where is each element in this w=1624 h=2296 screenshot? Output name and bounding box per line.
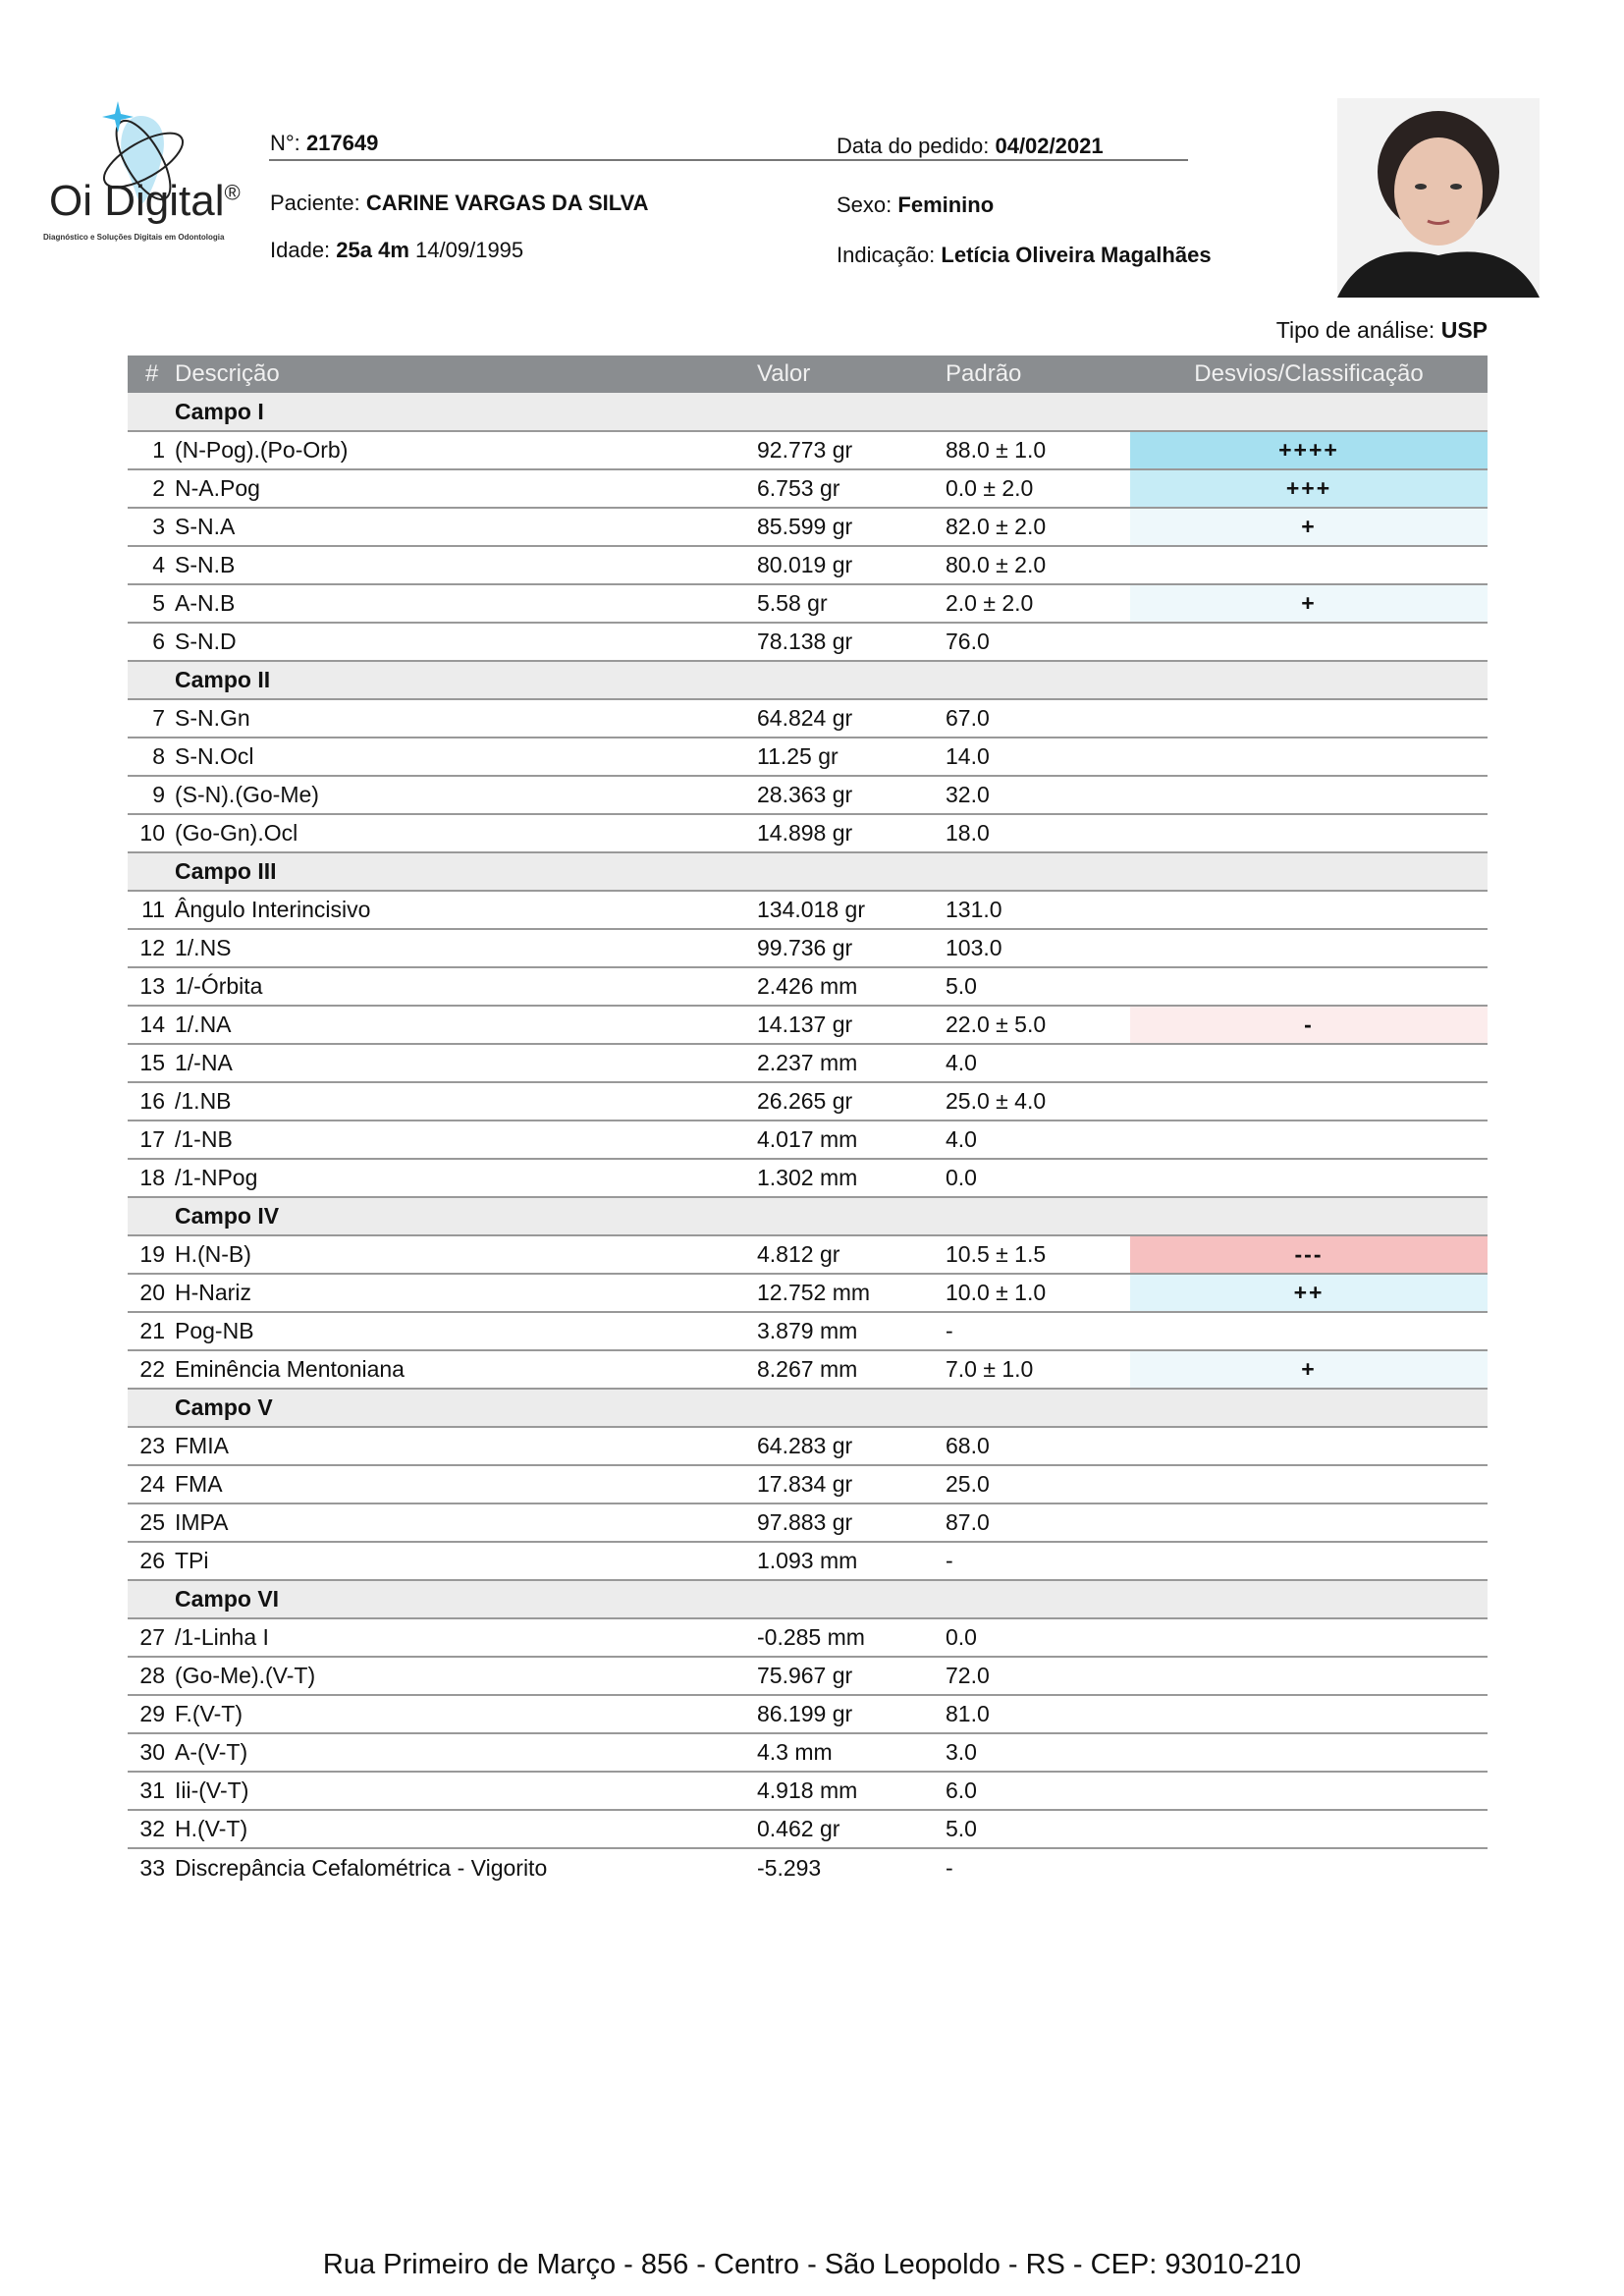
row-description: S-N.B: [175, 546, 757, 584]
row-standard: 76.0: [946, 623, 1130, 661]
row-description: Pog-NB: [175, 1312, 757, 1350]
section-spacer: [128, 852, 175, 891]
row-standard: 5.0: [946, 1810, 1130, 1848]
row-classification: [1130, 1542, 1488, 1580]
cephalometric-table: [128, 355, 1488, 1886]
row-standard: -: [946, 1542, 1130, 1580]
table-row: [128, 431, 1488, 469]
row-value: -5.293: [757, 1854, 822, 1881]
row-description: H-Nariz: [175, 1274, 757, 1312]
row-classification: [1130, 929, 1488, 967]
row-classification: [1130, 738, 1488, 776]
table-row: [128, 1427, 1488, 1465]
analysis-type: Tipo de análise: USP: [1275, 317, 1488, 343]
row-value: 4.812 gr: [757, 1235, 946, 1274]
table-row: [128, 1159, 1488, 1197]
row-standard: 103.0: [946, 929, 1130, 967]
row-description: TPi: [175, 1542, 757, 1580]
row-value: 12.752 mm: [757, 1274, 946, 1312]
section-title: Campo IV: [175, 1197, 1488, 1235]
row-description: S-N.D: [175, 623, 757, 661]
table-row: [128, 1848, 1488, 1886]
row-value: 1.093 mm: [757, 1542, 946, 1580]
table-row: [128, 1810, 1488, 1848]
row-value: 64.824 gr: [757, 699, 946, 738]
row-number: 18: [128, 1159, 175, 1197]
row-description: S-N.Ocl: [175, 738, 757, 776]
col-standard: Padrão: [946, 355, 1130, 393]
row-classification: ---: [1130, 1235, 1488, 1274]
table-header: [128, 355, 1488, 393]
row-classification: [1130, 1503, 1488, 1542]
row-number: 19: [128, 1235, 175, 1274]
logo-text: Oi Digital®: [49, 177, 241, 225]
table-row: [128, 1082, 1488, 1121]
row-standard: 81.0: [946, 1695, 1130, 1733]
table-row: [128, 929, 1488, 967]
row-classification: [1130, 1312, 1488, 1350]
row-classification: ++: [1130, 1274, 1488, 1312]
order-number: N°: 217649: [270, 131, 379, 155]
table-row: [128, 1503, 1488, 1542]
table-row: [128, 891, 1488, 929]
row-value: 75.967 gr: [757, 1657, 946, 1695]
row-number: 3: [128, 508, 175, 546]
table-row: [128, 967, 1488, 1006]
row-classification: [1130, 1465, 1488, 1503]
row-description: /1-NPog: [175, 1159, 757, 1197]
row-value: 86.199 gr: [757, 1695, 946, 1733]
row-number: 17: [128, 1121, 175, 1159]
table-row: [128, 1772, 1488, 1810]
row-number: 31: [128, 1772, 175, 1810]
table-row: [128, 776, 1488, 814]
row-classification: [1130, 1121, 1488, 1159]
row-description: Discrepância Cefalométrica - Vigorito: [175, 1854, 548, 1881]
row-classification: [1130, 1618, 1488, 1657]
col-description: Descrição: [175, 355, 757, 393]
col-classification: Desvios/Classificação: [1130, 355, 1488, 393]
col-value: Valor: [757, 355, 946, 393]
row-classification: [1130, 1657, 1488, 1695]
row-number: 11: [128, 891, 175, 929]
row-classification: +: [1130, 1350, 1488, 1389]
row-standard: -: [946, 1854, 953, 1881]
row-value: 85.599 gr: [757, 508, 946, 546]
order-date: Data do pedido: 04/02/2021: [837, 134, 1104, 158]
row-number: 15: [128, 1044, 175, 1082]
row-standard: 10.5 ± 1.5: [946, 1235, 1130, 1274]
patient-sex: Sexo: Feminino: [837, 192, 995, 217]
row-description: H.(V-T): [175, 1810, 757, 1848]
row-standard: 72.0: [946, 1657, 1130, 1695]
row-description: F.(V-T): [175, 1695, 757, 1733]
row-standard: 4.0: [946, 1044, 1130, 1082]
row-standard: 88.0 ± 1.0: [946, 431, 1130, 469]
section-spacer: [128, 1580, 175, 1618]
row-standard: 7.0 ± 1.0: [946, 1350, 1130, 1389]
row-description: Ângulo Interincisivo: [175, 891, 757, 929]
row-classification: [1130, 814, 1488, 852]
row-description: Iii-(V-T): [175, 1772, 757, 1810]
row-number: 26: [128, 1542, 175, 1580]
row-number: 27: [128, 1618, 175, 1657]
row-value: 3.879 mm: [757, 1312, 946, 1350]
row-number: 14: [128, 1006, 175, 1044]
row-value: 2.426 mm: [757, 967, 946, 1006]
row-number: 8: [128, 738, 175, 776]
row-description: S-N.Gn: [175, 699, 757, 738]
row-value: 134.018 gr: [757, 891, 946, 929]
row-description: FMA: [175, 1465, 757, 1503]
table-row: [128, 584, 1488, 623]
row-standard: 32.0: [946, 776, 1130, 814]
row-number: 1: [128, 431, 175, 469]
row-number: 25: [128, 1503, 175, 1542]
row-value: 4.918 mm: [757, 1772, 946, 1810]
table-row: [128, 1312, 1488, 1350]
row-value: 1.302 mm: [757, 1159, 946, 1197]
row-description: /1.NB: [175, 1082, 757, 1121]
section-row: [128, 852, 1488, 891]
row-number: 4: [128, 546, 175, 584]
row-description: /1-NB: [175, 1121, 757, 1159]
row-standard: 10.0 ± 1.0: [946, 1274, 1130, 1312]
row-standard: 14.0: [946, 738, 1130, 776]
row-description: (Go-Me).(V-T): [175, 1657, 757, 1695]
row-number: 7: [128, 699, 175, 738]
section-row: [128, 1197, 1488, 1235]
table-row: [128, 814, 1488, 852]
row-classification: [1130, 623, 1488, 661]
row-number: 33: [139, 1854, 165, 1881]
row-classification: [1130, 1733, 1488, 1772]
row-classification: [1130, 1848, 1488, 1886]
row-description: FMIA: [175, 1427, 757, 1465]
row-standard: 82.0 ± 2.0: [946, 508, 1130, 546]
row-number: 21: [128, 1312, 175, 1350]
row-number: 2: [128, 469, 175, 508]
row-description: 1/.NA: [175, 1006, 757, 1044]
table-row: [128, 1657, 1488, 1695]
row-description: 1/-NA: [175, 1044, 757, 1082]
footer-address: Rua Primeiro de Março - 856 - Centro - São Leopoldo - RS - CEP: 93010-210: [322, 2249, 1302, 2280]
table-row: [128, 1006, 1488, 1044]
table-row: [128, 1465, 1488, 1503]
row-standard: 68.0: [946, 1427, 1130, 1465]
row-value: 99.736 gr: [757, 929, 946, 967]
row-number: 13: [128, 967, 175, 1006]
table-row: [128, 1044, 1488, 1082]
row-classification: ++++: [1130, 431, 1488, 469]
row-value: -0.285 mm: [757, 1618, 946, 1657]
section-spacer: [128, 1389, 175, 1427]
row-value: 14.137 gr: [757, 1006, 946, 1044]
row-number: 23: [128, 1427, 175, 1465]
section-title: Campo V: [175, 1389, 1488, 1427]
divider: [269, 159, 1188, 161]
row-standard: 67.0: [946, 699, 1130, 738]
table-row: [128, 1733, 1488, 1772]
row-classification: +: [1130, 584, 1488, 623]
row-classification: [1130, 1810, 1488, 1848]
row-classification: [1130, 776, 1488, 814]
row-number: 5: [128, 584, 175, 623]
row-number: 30: [128, 1733, 175, 1772]
row-standard: -: [946, 1312, 1130, 1350]
row-number: 24: [128, 1465, 175, 1503]
row-value: 17.834 gr: [757, 1465, 946, 1503]
row-standard: 25.0: [946, 1465, 1130, 1503]
table-row: [128, 1695, 1488, 1733]
row-standard: 131.0: [946, 891, 1130, 929]
row-value: 0.462 gr: [757, 1810, 946, 1848]
section-row: [128, 1580, 1488, 1618]
row-value: 97.883 gr: [757, 1503, 946, 1542]
row-description: A-(V-T): [175, 1733, 757, 1772]
row-number: 16: [128, 1082, 175, 1121]
row-description: Eminência Mentoniana: [175, 1350, 757, 1389]
logo-icon: [47, 96, 244, 253]
col-number: #: [128, 355, 175, 393]
row-standard: 6.0: [946, 1772, 1130, 1810]
row-standard: 22.0 ± 5.0: [946, 1006, 1130, 1044]
row-number: 22: [128, 1350, 175, 1389]
row-standard: 0.0: [946, 1159, 1130, 1197]
section-title: Campo III: [175, 852, 1488, 891]
row-standard: 87.0: [946, 1503, 1130, 1542]
row-standard: 0.0 ± 2.0: [946, 469, 1130, 508]
row-number: 29: [128, 1695, 175, 1733]
row-value: 2.237 mm: [757, 1044, 946, 1082]
row-description: 1/.NS: [175, 929, 757, 967]
row-description: (N-Pog).(Po-Orb): [175, 431, 757, 469]
table-row: [128, 508, 1488, 546]
row-standard: 2.0 ± 2.0: [946, 584, 1130, 623]
row-value: 64.283 gr: [757, 1427, 946, 1465]
row-value: 8.267 mm: [757, 1350, 946, 1389]
row-classification: [1130, 1772, 1488, 1810]
table-row: [128, 1274, 1488, 1312]
row-number: 6: [128, 623, 175, 661]
row-description: A-N.B: [175, 584, 757, 623]
row-classification: [1130, 967, 1488, 1006]
row-value: 5.58 gr: [757, 584, 946, 623]
row-classification: +: [1130, 508, 1488, 546]
row-value: 6.753 gr: [757, 469, 946, 508]
table-row: [128, 738, 1488, 776]
row-description: (S-N).(Go-Me): [175, 776, 757, 814]
table-row: [128, 1350, 1488, 1389]
row-standard: 80.0 ± 2.0: [946, 546, 1130, 584]
row-value: 4.017 mm: [757, 1121, 946, 1159]
row-description: S-N.A: [175, 508, 757, 546]
row-number: 20: [128, 1274, 175, 1312]
section-row: [128, 1389, 1488, 1427]
referral: Indicação: Letícia Oliveira Magalhães: [837, 243, 1212, 267]
row-classification: [1130, 891, 1488, 929]
row-classification: [1130, 1427, 1488, 1465]
table-row: [128, 1542, 1488, 1580]
section-title: Campo II: [175, 661, 1488, 699]
row-description: 1/-Órbita: [175, 967, 757, 1006]
row-classification: [1130, 1082, 1488, 1121]
row-number: 12: [128, 929, 175, 967]
patient-name: Paciente: CARINE VARGAS DA SILVA: [270, 191, 649, 215]
section-spacer: [128, 1197, 175, 1235]
row-value: 11.25 gr: [757, 738, 946, 776]
row-description: IMPA: [175, 1503, 757, 1542]
row-number: 9: [128, 776, 175, 814]
row-number: 10: [128, 814, 175, 852]
row-classification: [1130, 1695, 1488, 1733]
row-standard: 18.0: [946, 814, 1130, 852]
row-value: 92.773 gr: [757, 431, 946, 469]
row-number: 28: [128, 1657, 175, 1695]
row-standard: 0.0: [946, 1618, 1130, 1657]
section-row: [128, 393, 1488, 431]
row-number: 32: [128, 1810, 175, 1848]
row-value: 14.898 gr: [757, 814, 946, 852]
row-classification: [1130, 546, 1488, 584]
section-title: Campo I: [175, 393, 1488, 431]
row-description: /1-Linha I: [175, 1618, 757, 1657]
row-value: 4.3 mm: [757, 1733, 946, 1772]
row-standard: 5.0: [946, 967, 1130, 1006]
row-value: 78.138 gr: [757, 623, 946, 661]
row-value: 28.363 gr: [757, 776, 946, 814]
table-row: [128, 469, 1488, 508]
table-row: [128, 546, 1488, 584]
row-value: 26.265 gr: [757, 1082, 946, 1121]
section-title: Campo VI: [175, 1580, 1488, 1618]
patient-photo: [1337, 98, 1540, 298]
row-description: (Go-Gn).Ocl: [175, 814, 757, 852]
row-standard: 25.0 ± 4.0: [946, 1082, 1130, 1121]
section-spacer: [128, 393, 175, 431]
table-row: [128, 1121, 1488, 1159]
row-classification: [1130, 1044, 1488, 1082]
row-classification: +++: [1130, 469, 1488, 508]
row-classification: [1130, 699, 1488, 738]
patient-age: Idade: 25a 4m 14/09/1995: [270, 238, 524, 262]
table-row: [128, 1618, 1488, 1657]
logo-tagline: Diagnóstico e Soluções Digitais em Odontologia: [43, 233, 225, 242]
row-classification: -: [1130, 1006, 1488, 1044]
section-row: [128, 661, 1488, 699]
table-row: [128, 1235, 1488, 1274]
table-row: [128, 623, 1488, 661]
row-classification: [1130, 1159, 1488, 1197]
row-description: H.(N-B): [175, 1235, 757, 1274]
row-description: N-A.Pog: [175, 469, 757, 508]
row-standard: 3.0: [946, 1733, 1130, 1772]
table-row: [128, 699, 1488, 738]
row-standard: 4.0: [946, 1121, 1130, 1159]
row-value: 80.019 gr: [757, 546, 946, 584]
section-spacer: [128, 661, 175, 699]
